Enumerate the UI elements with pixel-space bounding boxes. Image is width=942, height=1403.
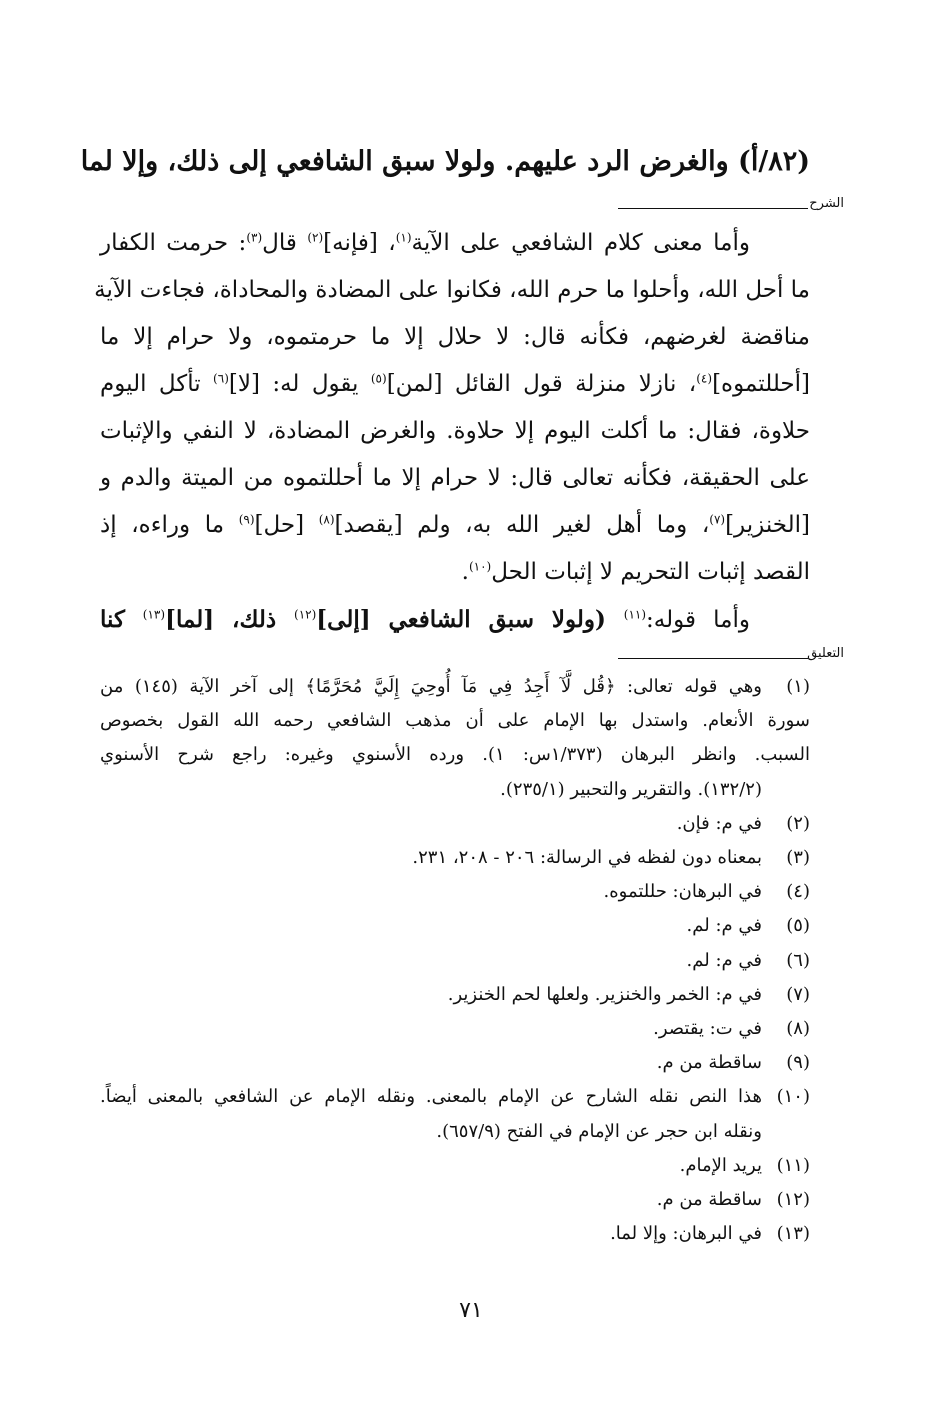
sharh-line-8: القصد إثبات التحريم لا إثبات الحل$^{(١٠)}$. (461, 559, 810, 585)
footnote-11: (١١) يريد الإمام. (679, 1154, 810, 1176)
sharh-line-3: مناقضة لغرضهم، فكأنه قال: لا حلال إلا ما حرمتموه، ولا حرام إلا ما (100, 324, 810, 350)
sharh-line-6: على الحقيقة، فكأنه تعالى قال: لا حرام إلا ما أحللتموه من الميتة والدم و (100, 465, 810, 491)
footnote-10: (١٠) هذا النص نقله الشارح عن الإمام بالمعنى. ونقله الإمام عن الشافعي بالمعنى أيضاً. ونقله ابن حجر عن الإمام في الفتح (٦٥٧/٩). (100, 1086, 810, 1142)
matn-text: (٨٢/أ) والغرض الرد عليهم. ولولا سبق الشافعي إلى ذلك، وإلا لما (80, 146, 810, 177)
footnote-4: (٤) في البرهان: حللتموه. (603, 881, 810, 903)
sharh-separator (100, 196, 844, 220)
footnote-9: (٩) ساقطة من م. (656, 1052, 810, 1074)
footnote-6: (٦) في م: لم. (686, 949, 810, 971)
sharh-line-5: حلاوة، فقال: ما أكلت اليوم إلا حلاوة. والغرض المضادة، لا النفي والإثبات (100, 418, 810, 444)
footnote-1: (١) وهي قوله تعالى: ﴿قُل لَّآ أَجِدُ فِي مَآ أُوحِيَ إِلَيَّ مُحَرَّمًا﴾ إلى آخر الآية (١٤٥) من سورة الأنعام. واستدل بها الإمام على أن مذهب الشافعي رحمه الله القول بخصوص السبب. وانظر البرهان (١/٣٧٣س: ١). ورده الأسنوي وغيره: راجع شرح الأسنوي (١٣٢/٢). والتقرير والتحبير (٢٣٥/١). (100, 670, 810, 807)
sharh-line-1: وأما معنى كلام الشافعي على الآية$^{(١)}$، [فإنه]$^{(٢)}$ قال$^{(٣)}$: حرمت الكفار (100, 230, 750, 256)
sharh-line-7: [الخنزير]$^{(٧)}$، وما أهل لغير الله به، ولم [يقصد]$^{(٨)}$ [حل]$^{(٩)}$ ما وراءه، إذ (100, 512, 810, 538)
sharh-line-4: [أحللتموه]$^{(٤)}$، نازلا منزلة قول القائل [لمن]$^{(٥)}$ يقول له: [لا]$^{(٦)}$ تأكل اليوم (100, 371, 811, 397)
footnote-12: (١٢) ساقطة من م. (656, 1189, 810, 1211)
sharh-line-2: ما أحل الله، وأحلوا ما حرم الله، فكانوا على المضادة والمحاداة، فجاءت الآية (94, 277, 810, 303)
sharh-body (94, 220, 811, 643)
footnote-7: (٧) في م: الخمر والخنزير. ولعلها لحم الخنزير. (447, 983, 810, 1005)
taliq-rule (618, 658, 808, 659)
taliq-separator (100, 646, 844, 670)
footnote-5: (٥) في م: لم. (686, 915, 810, 937)
sharh-rule (618, 208, 808, 209)
page-number: ٧١ (459, 1298, 483, 1323)
footnote-2: (٢) في م: فإن. (676, 812, 810, 834)
footnote-3: (٣) بمعناه دون لفظه في الرسالة: ٢٠٦ - ٢٠٨، ٢٣١. (412, 847, 810, 869)
footnote-number: (١) (786, 676, 810, 697)
sharh-label: الشرح (809, 196, 844, 211)
taliq-label: التعليق (807, 646, 844, 661)
footnotes (100, 670, 810, 1251)
sharh-line-9: وأما قوله:$^{(١١)}$ (ولولا سبق الشافعي [إلى]$^{(١٢)}$ ذلك، [لما]$^{(١٣)}$ كنا (100, 606, 751, 633)
footnote-13: (١٣) في البرهان: وإلا لما. (610, 1223, 810, 1245)
footnote-8: (٨) في ت: يقتصر. (653, 1018, 810, 1040)
